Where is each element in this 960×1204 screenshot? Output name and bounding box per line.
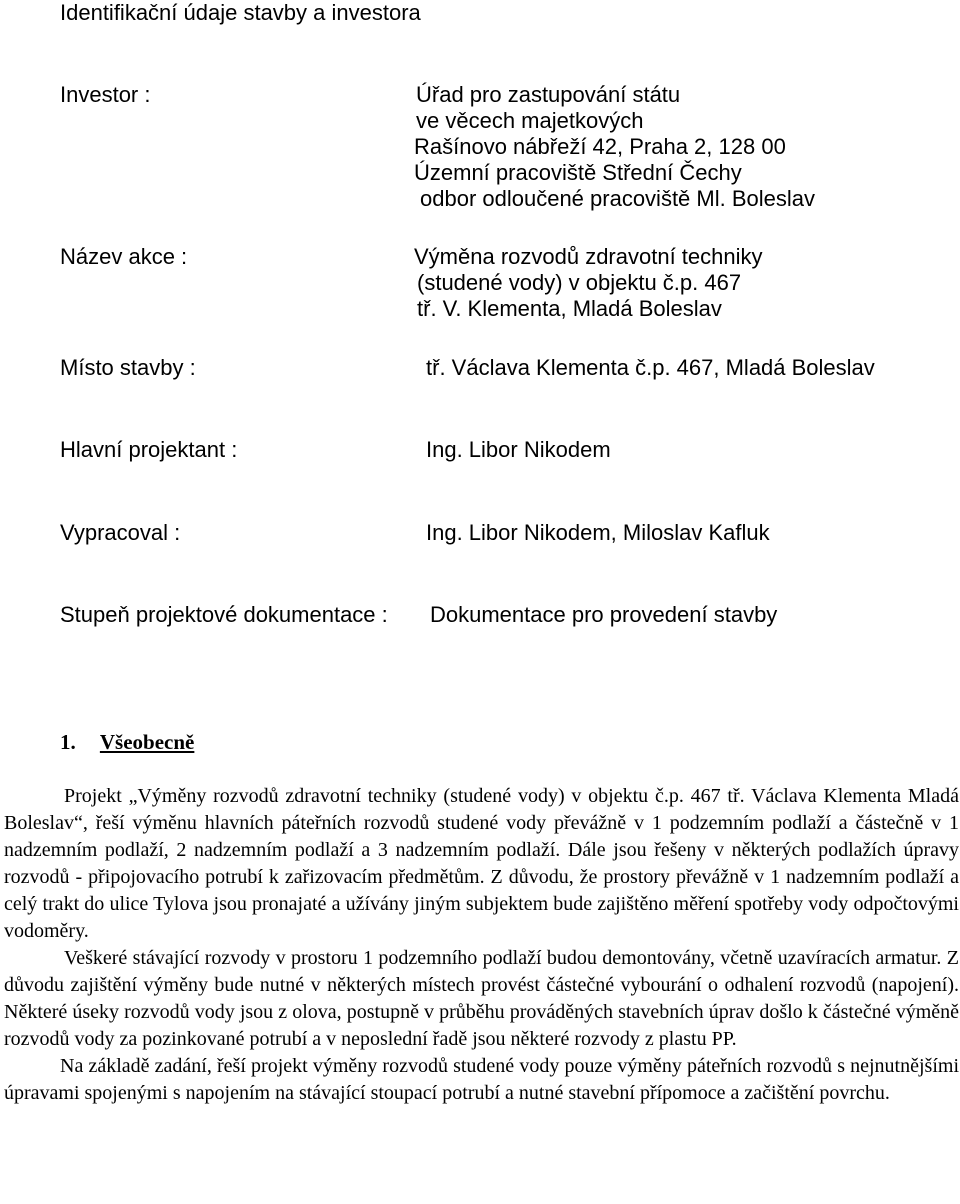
section-body — [4, 783, 959, 1107]
investor-line: ve věcech majetkových — [416, 108, 644, 133]
section-title: Všeobecně — [99, 730, 195, 754]
stupen-value: Dokumentace pro provedení stavby — [430, 602, 778, 627]
investor-line: odbor odloučené pracoviště Ml. Boleslav — [420, 186, 816, 211]
misto-stavby-label: Místo stavby : — [60, 355, 196, 380]
investor-line: Úřad pro zastupování státu — [416, 82, 681, 107]
nazev-akce-line: tř. V. Klementa, Mladá Boleslav — [417, 296, 722, 321]
investor-line: Územní pracoviště Střední Čechy — [414, 160, 742, 185]
page-title: Identifikační údaje stavby a investora — [60, 0, 421, 25]
nazev-akce-line: (studené vody) v objektu č.p. 467 — [417, 270, 742, 295]
vypracoval-value: Ing. Libor Nikodem, Miloslav Kafluk — [426, 520, 770, 545]
misto-stavby-value: tř. Václava Klementa č.p. 467, Mladá Boleslav — [426, 355, 875, 380]
vypracoval-label: Vypracoval : — [60, 520, 181, 545]
investor-value — [414, 82, 815, 212]
section-number: 1. — [60, 730, 76, 754]
stupen-label: Stupeň projektové dokumentace : — [60, 602, 388, 627]
body-paragraph: Veškeré stávající rozvody v prostoru 1 podzemního podlaží budou demontovány, včetně uzavíracích armatur. Z důvodu zajištění výměny bude nutné v některých místech provést částečné vybourání o odhalení rozvodů (napojení). Některé úseky rozvodů vody jsou z olova, postupně v průběhu prováděných stavebních úprav došlo k částečné výměně rozvodů vody za pozinkované potrubí a v neposlední řadě jsou některé rozvody z plastu PP. — [4, 947, 959, 1050]
investor-line: Rašínovo nábřeží 42, Praha 2, 128 00 — [414, 134, 786, 159]
nazev-akce-line: Výměna rozvodů zdravotní techniky — [414, 244, 763, 269]
hlavni-projektant-value: Ing. Libor Nikodem — [426, 437, 611, 462]
nazev-akce-label: Název akce : — [60, 244, 188, 269]
investor-label: Investor : — [60, 82, 151, 107]
section-heading — [60, 729, 194, 755]
hlavni-projektant-label: Hlavní projektant : — [60, 437, 238, 462]
body-paragraph: Na základě zadání, řeší projekt výměny rozvodů studené vody pouze výměny páteřních rozvodů s nejnutnějšími úpravami spojenými s napojením na stávající stoupací potrubí a nutné stavební přípomoce a začištění povrchu. — [4, 1055, 959, 1104]
nazev-akce-value — [414, 244, 763, 322]
body-paragraph: Projekt „Výměny rozvodů zdravotní techniky (studené vody) v objektu č.p. 467 tř. Václava Klementa Mladá Boleslav“, řeší výměnu hlavních páteřních rozvodů studené vody převážně v 1 podzemním podlaží a částečně v 1 nadzemním podlaží, 2 nadzemním podlaží a 3 nadzemním podlaží. Dále jsou řešeny v některých podlažích úpravy rozvodů - připojovacího potrubí k zařizovacím předmětům. Z důvodu, že prostory převážně v 1 nadzemním podlaží a celý trakt do ulice Tylova jsou pronajaté a užívány jiným subjektem bude zajištěno měření spotřeby vody odpočtovými vodoměry. — [4, 785, 959, 942]
